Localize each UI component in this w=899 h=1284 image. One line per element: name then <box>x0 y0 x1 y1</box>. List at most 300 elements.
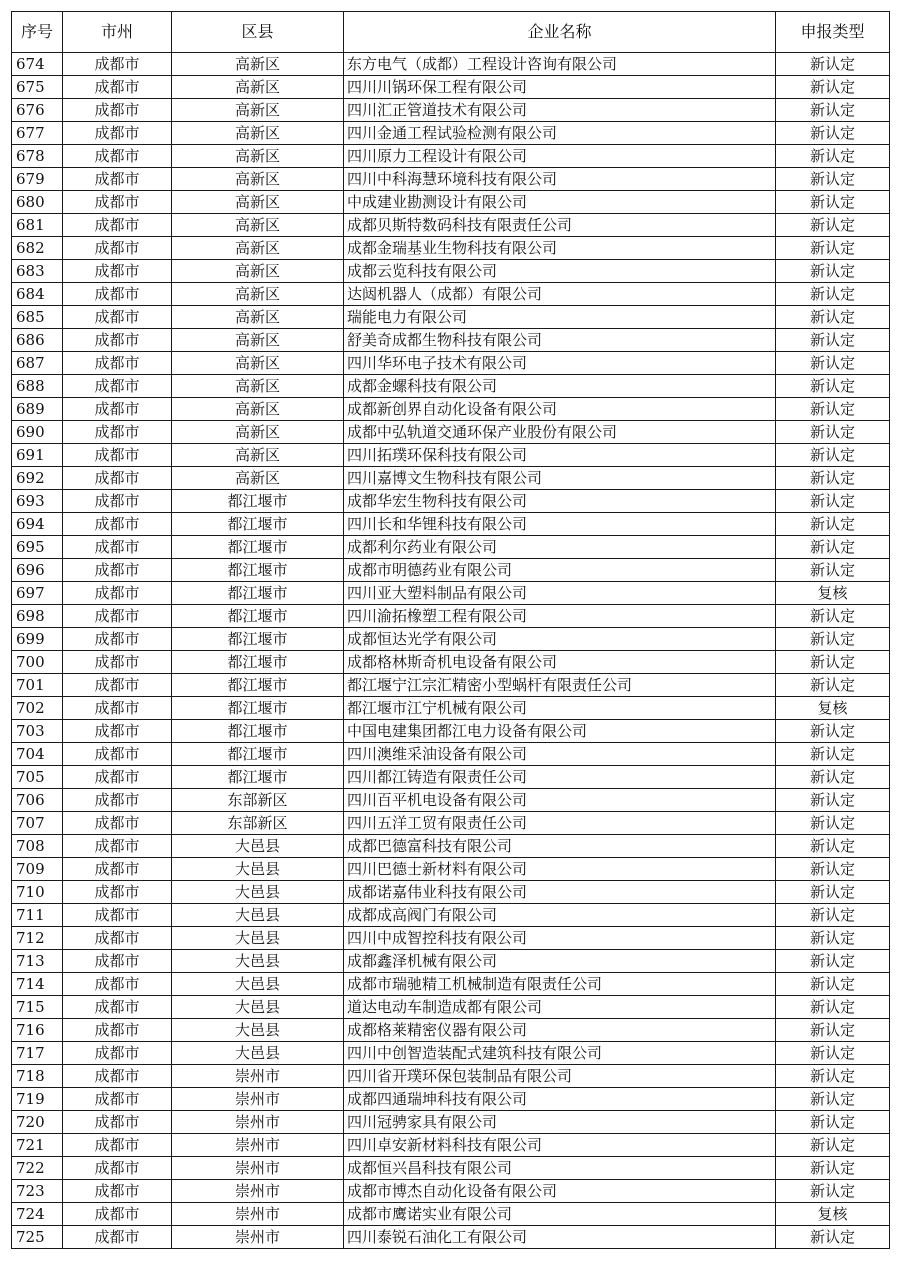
table-header <box>12 12 890 53</box>
cell-company-name: 四川都江铸造有限责任公司 <box>344 766 776 789</box>
table-row <box>12 1157 890 1180</box>
cell-district: 高新区 <box>172 467 344 490</box>
cell-application-type: 新认定 <box>776 53 890 76</box>
table-row <box>12 306 890 329</box>
cell-company-name: 四川澳维采油设备有限公司 <box>344 743 776 766</box>
cell-company-name: 四川中成智控科技有限公司 <box>344 927 776 950</box>
cell-company-name: 成都格林斯奇机电设备有限公司 <box>344 651 776 674</box>
cell-application-type: 新认定 <box>776 927 890 950</box>
cell-application-type: 新认定 <box>776 306 890 329</box>
cell-district: 崇州市 <box>172 1180 344 1203</box>
cell-company-name: 四川嘉博文生物科技有限公司 <box>344 467 776 490</box>
cell-city: 成都市 <box>63 1226 172 1249</box>
cell-city: 成都市 <box>63 1088 172 1111</box>
cell-city: 成都市 <box>63 835 172 858</box>
cell-application-type: 新认定 <box>776 168 890 191</box>
cell-application-type: 新认定 <box>776 651 890 674</box>
cell-district: 都江堰市 <box>172 651 344 674</box>
cell-seq: 683 <box>12 260 63 283</box>
cell-application-type: 新认定 <box>776 352 890 375</box>
cell-application-type: 新认定 <box>776 536 890 559</box>
cell-company-name: 四川中创智造装配式建筑科技有限公司 <box>344 1042 776 1065</box>
cell-application-type: 新认定 <box>776 122 890 145</box>
cell-city: 成都市 <box>63 697 172 720</box>
table-row <box>12 1180 890 1203</box>
table-row <box>12 996 890 1019</box>
cell-district: 都江堰市 <box>172 697 344 720</box>
table-row <box>12 720 890 743</box>
cell-district: 崇州市 <box>172 1203 344 1226</box>
cell-application-type: 新认定 <box>776 145 890 168</box>
cell-seq: 720 <box>12 1111 63 1134</box>
table-row <box>12 444 890 467</box>
cell-company-name: 成都云览科技有限公司 <box>344 260 776 283</box>
cell-company-name: 成都诺嘉伟业科技有限公司 <box>344 881 776 904</box>
table-row <box>12 260 890 283</box>
table-row <box>12 283 890 306</box>
cell-company-name: 瑞能电力有限公司 <box>344 306 776 329</box>
cell-city: 成都市 <box>63 904 172 927</box>
cell-district: 崇州市 <box>172 1134 344 1157</box>
cell-seq: 696 <box>12 559 63 582</box>
cell-city: 成都市 <box>63 1111 172 1134</box>
cell-city: 成都市 <box>63 99 172 122</box>
cell-company-name: 四川拓璞环保科技有限公司 <box>344 444 776 467</box>
cell-district: 大邑县 <box>172 973 344 996</box>
cell-application-type: 新认定 <box>776 904 890 927</box>
cell-seq: 709 <box>12 858 63 881</box>
cell-company-name: 成都鑫泽机械有限公司 <box>344 950 776 973</box>
cell-city: 成都市 <box>63 812 172 835</box>
cell-district: 东部新区 <box>172 789 344 812</box>
cell-company-name: 四川省开璞环保包装制品有限公司 <box>344 1065 776 1088</box>
cell-city: 成都市 <box>63 720 172 743</box>
cell-company-name: 四川长和华锂科技有限公司 <box>344 513 776 536</box>
table-row <box>12 1203 890 1226</box>
cell-district: 大邑县 <box>172 835 344 858</box>
cell-seq: 682 <box>12 237 63 260</box>
table-row <box>12 1088 890 1111</box>
cell-district: 崇州市 <box>172 1157 344 1180</box>
cell-application-type: 新认定 <box>776 674 890 697</box>
cell-company-name: 成都市瑞驰精工机械制造有限责任公司 <box>344 973 776 996</box>
cell-company-name: 成都利尔药业有限公司 <box>344 536 776 559</box>
cell-application-type: 新认定 <box>776 605 890 628</box>
table-row <box>12 191 890 214</box>
table-row <box>12 490 890 513</box>
cell-seq: 723 <box>12 1180 63 1203</box>
cell-seq: 716 <box>12 1019 63 1042</box>
cell-city: 成都市 <box>63 76 172 99</box>
cell-city: 成都市 <box>63 214 172 237</box>
cell-city: 成都市 <box>63 1042 172 1065</box>
cell-district: 大邑县 <box>172 904 344 927</box>
table-row <box>12 467 890 490</box>
table-row <box>12 53 890 76</box>
cell-company-name: 达闼机器人（成都）有限公司 <box>344 283 776 306</box>
cell-application-type: 新认定 <box>776 1226 890 1249</box>
cell-company-name: 四川川锅环保工程有限公司 <box>344 76 776 99</box>
cell-city: 成都市 <box>63 53 172 76</box>
cell-company-name: 东方电气（成都）工程设计咨询有限公司 <box>344 53 776 76</box>
cell-seq: 688 <box>12 375 63 398</box>
cell-district: 高新区 <box>172 191 344 214</box>
cell-seq: 693 <box>12 490 63 513</box>
cell-application-type: 新认定 <box>776 1111 890 1134</box>
table-row <box>12 1042 890 1065</box>
cell-company-name: 成都市博杰自动化设备有限公司 <box>344 1180 776 1203</box>
cell-city: 成都市 <box>63 513 172 536</box>
cell-seq: 710 <box>12 881 63 904</box>
cell-district: 高新区 <box>172 76 344 99</box>
cell-district: 都江堰市 <box>172 605 344 628</box>
table-row <box>12 927 890 950</box>
cell-district: 崇州市 <box>172 1088 344 1111</box>
cell-application-type: 新认定 <box>776 1088 890 1111</box>
header-type: 申报类型 <box>776 12 890 53</box>
cell-application-type: 新认定 <box>776 513 890 536</box>
table-row <box>12 812 890 835</box>
cell-seq: 695 <box>12 536 63 559</box>
cell-district: 高新区 <box>172 53 344 76</box>
cell-application-type: 新认定 <box>776 1019 890 1042</box>
cell-seq: 701 <box>12 674 63 697</box>
cell-application-type: 新认定 <box>776 76 890 99</box>
cell-city: 成都市 <box>63 168 172 191</box>
cell-application-type: 复核 <box>776 697 890 720</box>
cell-application-type: 新认定 <box>776 743 890 766</box>
cell-district: 都江堰市 <box>172 513 344 536</box>
cell-city: 成都市 <box>63 881 172 904</box>
cell-district: 大邑县 <box>172 1019 344 1042</box>
cell-city: 成都市 <box>63 191 172 214</box>
header-row <box>12 12 890 53</box>
table-row <box>12 674 890 697</box>
cell-seq: 705 <box>12 766 63 789</box>
cell-seq: 691 <box>12 444 63 467</box>
cell-seq: 698 <box>12 605 63 628</box>
cell-seq: 722 <box>12 1157 63 1180</box>
cell-company-name: 四川渝拓橡塑工程有限公司 <box>344 605 776 628</box>
table-row <box>12 1111 890 1134</box>
table-row <box>12 214 890 237</box>
table-row <box>12 99 890 122</box>
table-row <box>12 122 890 145</box>
table-row <box>12 237 890 260</box>
cell-application-type: 新认定 <box>776 214 890 237</box>
cell-seq: 681 <box>12 214 63 237</box>
cell-city: 成都市 <box>63 237 172 260</box>
cell-district: 都江堰市 <box>172 582 344 605</box>
cell-seq: 674 <box>12 53 63 76</box>
cell-company-name: 成都新创界自动化设备有限公司 <box>344 398 776 421</box>
cell-seq: 713 <box>12 950 63 973</box>
cell-application-type: 新认定 <box>776 260 890 283</box>
cell-city: 成都市 <box>63 766 172 789</box>
cell-application-type: 新认定 <box>776 1042 890 1065</box>
cell-application-type: 新认定 <box>776 1134 890 1157</box>
cell-district: 高新区 <box>172 99 344 122</box>
table-row <box>12 352 890 375</box>
cell-district: 高新区 <box>172 421 344 444</box>
cell-application-type: 新认定 <box>776 490 890 513</box>
cell-application-type: 新认定 <box>776 283 890 306</box>
cell-company-name: 成都市鹰诺实业有限公司 <box>344 1203 776 1226</box>
table-row <box>12 513 890 536</box>
cell-city: 成都市 <box>63 352 172 375</box>
cell-application-type: 新认定 <box>776 237 890 260</box>
cell-district: 都江堰市 <box>172 559 344 582</box>
header-seq: 序号 <box>12 12 63 53</box>
cell-company-name: 都江堰市江宁机械有限公司 <box>344 697 776 720</box>
cell-seq: 685 <box>12 306 63 329</box>
cell-seq: 703 <box>12 720 63 743</box>
cell-district: 崇州市 <box>172 1226 344 1249</box>
cell-district: 大邑县 <box>172 1042 344 1065</box>
cell-application-type: 新认定 <box>776 858 890 881</box>
table-row <box>12 329 890 352</box>
cell-city: 成都市 <box>63 1019 172 1042</box>
cell-seq: 717 <box>12 1042 63 1065</box>
cell-application-type: 新认定 <box>776 1065 890 1088</box>
cell-application-type: 新认定 <box>776 421 890 444</box>
table-row <box>12 375 890 398</box>
cell-company-name: 成都中弘轨道交通环保产业股份有限公司 <box>344 421 776 444</box>
cell-application-type: 新认定 <box>776 766 890 789</box>
table-row <box>12 536 890 559</box>
cell-city: 成都市 <box>63 858 172 881</box>
cell-seq: 712 <box>12 927 63 950</box>
cell-city: 成都市 <box>63 421 172 444</box>
cell-company-name: 成都金螺科技有限公司 <box>344 375 776 398</box>
cell-seq: 702 <box>12 697 63 720</box>
cell-district: 高新区 <box>172 122 344 145</box>
cell-company-name: 四川中科海慧环境科技有限公司 <box>344 168 776 191</box>
cell-city: 成都市 <box>63 996 172 1019</box>
cell-seq: 694 <box>12 513 63 536</box>
cell-application-type: 新认定 <box>776 835 890 858</box>
cell-city: 成都市 <box>63 950 172 973</box>
cell-company-name: 成都金瑞基业生物科技有限公司 <box>344 237 776 260</box>
cell-city: 成都市 <box>63 398 172 421</box>
cell-district: 高新区 <box>172 168 344 191</box>
cell-seq: 700 <box>12 651 63 674</box>
table-row <box>12 628 890 651</box>
cell-company-name: 四川亚大塑料制品有限公司 <box>344 582 776 605</box>
cell-district: 高新区 <box>172 145 344 168</box>
cell-company-name: 四川金通工程试验检测有限公司 <box>344 122 776 145</box>
cell-seq: 690 <box>12 421 63 444</box>
cell-company-name: 四川卓安新材料科技有限公司 <box>344 1134 776 1157</box>
cell-company-name: 道达电动车制造成都有限公司 <box>344 996 776 1019</box>
cell-seq: 676 <box>12 99 63 122</box>
cell-application-type: 新认定 <box>776 789 890 812</box>
cell-seq: 718 <box>12 1065 63 1088</box>
cell-company-name: 都江堰宁江宗汇精密小型蜗杆有限责任公司 <box>344 674 776 697</box>
cell-city: 成都市 <box>63 789 172 812</box>
cell-city: 成都市 <box>63 1157 172 1180</box>
table-row <box>12 858 890 881</box>
cell-seq: 707 <box>12 812 63 835</box>
cell-company-name: 四川原力工程设计有限公司 <box>344 145 776 168</box>
cell-city: 成都市 <box>63 582 172 605</box>
cell-company-name: 四川华环电子技术有限公司 <box>344 352 776 375</box>
cell-application-type: 新认定 <box>776 720 890 743</box>
cell-company-name: 四川冠骋家具有限公司 <box>344 1111 776 1134</box>
enterprise-table <box>11 11 890 1249</box>
cell-application-type: 新认定 <box>776 398 890 421</box>
cell-seq: 704 <box>12 743 63 766</box>
cell-company-name: 成都成高阀门有限公司 <box>344 904 776 927</box>
cell-district: 大邑县 <box>172 858 344 881</box>
cell-seq: 678 <box>12 145 63 168</box>
cell-city: 成都市 <box>63 122 172 145</box>
cell-application-type: 新认定 <box>776 1180 890 1203</box>
cell-city: 成都市 <box>63 283 172 306</box>
cell-city: 成都市 <box>63 375 172 398</box>
cell-company-name: 中国电建集团都江电力设备有限公司 <box>344 720 776 743</box>
cell-district: 都江堰市 <box>172 720 344 743</box>
cell-seq: 699 <box>12 628 63 651</box>
cell-district: 崇州市 <box>172 1065 344 1088</box>
cell-city: 成都市 <box>63 145 172 168</box>
table-row <box>12 789 890 812</box>
cell-application-type: 新认定 <box>776 559 890 582</box>
cell-application-type: 新认定 <box>776 881 890 904</box>
table-row <box>12 559 890 582</box>
cell-seq: 714 <box>12 973 63 996</box>
cell-seq: 679 <box>12 168 63 191</box>
cell-district: 高新区 <box>172 352 344 375</box>
cell-company-name: 成都巴德富科技有限公司 <box>344 835 776 858</box>
cell-application-type: 新认定 <box>776 812 890 835</box>
cell-seq: 680 <box>12 191 63 214</box>
cell-application-type: 新认定 <box>776 329 890 352</box>
cell-district: 都江堰市 <box>172 743 344 766</box>
cell-company-name: 成都恒达光学有限公司 <box>344 628 776 651</box>
cell-district: 高新区 <box>172 260 344 283</box>
cell-seq: 689 <box>12 398 63 421</box>
cell-application-type: 新认定 <box>776 628 890 651</box>
cell-city: 成都市 <box>63 536 172 559</box>
cell-application-type: 新认定 <box>776 99 890 122</box>
table-row <box>12 1134 890 1157</box>
cell-district: 都江堰市 <box>172 536 344 559</box>
cell-city: 成都市 <box>63 651 172 674</box>
cell-city: 成都市 <box>63 927 172 950</box>
cell-application-type: 新认定 <box>776 950 890 973</box>
cell-seq: 697 <box>12 582 63 605</box>
cell-company-name: 中成建业勘测设计有限公司 <box>344 191 776 214</box>
cell-seq: 719 <box>12 1088 63 1111</box>
table-row <box>12 421 890 444</box>
cell-company-name: 成都格莱精密仪器有限公司 <box>344 1019 776 1042</box>
cell-district: 高新区 <box>172 398 344 421</box>
table-row <box>12 76 890 99</box>
cell-city: 成都市 <box>63 628 172 651</box>
cell-seq: 706 <box>12 789 63 812</box>
cell-seq: 675 <box>12 76 63 99</box>
cell-application-type: 新认定 <box>776 973 890 996</box>
cell-district: 高新区 <box>172 444 344 467</box>
cell-district: 东部新区 <box>172 812 344 835</box>
cell-company-name: 成都市明德药业有限公司 <box>344 559 776 582</box>
cell-district: 崇州市 <box>172 1111 344 1134</box>
cell-company-name: 四川汇正管道技术有限公司 <box>344 99 776 122</box>
cell-district: 高新区 <box>172 306 344 329</box>
cell-seq: 725 <box>12 1226 63 1249</box>
table-row <box>12 835 890 858</box>
cell-seq: 715 <box>12 996 63 1019</box>
cell-city: 成都市 <box>63 559 172 582</box>
cell-application-type: 新认定 <box>776 191 890 214</box>
cell-application-type: 新认定 <box>776 375 890 398</box>
cell-district: 大邑县 <box>172 927 344 950</box>
cell-district: 都江堰市 <box>172 628 344 651</box>
cell-city: 成都市 <box>63 306 172 329</box>
cell-application-type: 复核 <box>776 582 890 605</box>
cell-company-name: 四川泰锐石油化工有限公司 <box>344 1226 776 1249</box>
table-body <box>12 53 890 1249</box>
cell-district: 高新区 <box>172 283 344 306</box>
table-row <box>12 1226 890 1249</box>
cell-district: 高新区 <box>172 375 344 398</box>
cell-application-type: 复核 <box>776 1203 890 1226</box>
cell-application-type: 新认定 <box>776 996 890 1019</box>
cell-application-type: 新认定 <box>776 1157 890 1180</box>
cell-district: 大邑县 <box>172 950 344 973</box>
cell-application-type: 新认定 <box>776 467 890 490</box>
cell-city: 成都市 <box>63 1203 172 1226</box>
cell-district: 都江堰市 <box>172 490 344 513</box>
cell-city: 成都市 <box>63 260 172 283</box>
cell-seq: 684 <box>12 283 63 306</box>
table-row <box>12 766 890 789</box>
cell-seq: 721 <box>12 1134 63 1157</box>
table-row <box>12 973 890 996</box>
cell-city: 成都市 <box>63 444 172 467</box>
table-row <box>12 743 890 766</box>
cell-district: 高新区 <box>172 329 344 352</box>
cell-city: 成都市 <box>63 1065 172 1088</box>
cell-seq: 686 <box>12 329 63 352</box>
cell-city: 成都市 <box>63 743 172 766</box>
cell-application-type: 新认定 <box>776 444 890 467</box>
table-row <box>12 605 890 628</box>
table-row <box>12 950 890 973</box>
cell-company-name: 成都恒兴昌科技有限公司 <box>344 1157 776 1180</box>
cell-seq: 708 <box>12 835 63 858</box>
cell-company-name: 四川百平机电设备有限公司 <box>344 789 776 812</box>
cell-company-name: 成都贝斯特数码科技有限责任公司 <box>344 214 776 237</box>
cell-city: 成都市 <box>63 1180 172 1203</box>
cell-city: 成都市 <box>63 467 172 490</box>
table-row <box>12 398 890 421</box>
cell-seq: 687 <box>12 352 63 375</box>
cell-company-name: 舒美奇成都生物科技有限公司 <box>344 329 776 352</box>
cell-district: 高新区 <box>172 237 344 260</box>
cell-seq: 692 <box>12 467 63 490</box>
cell-company-name: 成都四通瑞坤科技有限公司 <box>344 1088 776 1111</box>
cell-district: 都江堰市 <box>172 674 344 697</box>
cell-city: 成都市 <box>63 1134 172 1157</box>
cell-company-name: 四川巴德士新材料有限公司 <box>344 858 776 881</box>
header-company: 企业名称 <box>344 12 776 53</box>
header-district: 区县 <box>172 12 344 53</box>
cell-district: 都江堰市 <box>172 766 344 789</box>
cell-city: 成都市 <box>63 605 172 628</box>
cell-city: 成都市 <box>63 973 172 996</box>
